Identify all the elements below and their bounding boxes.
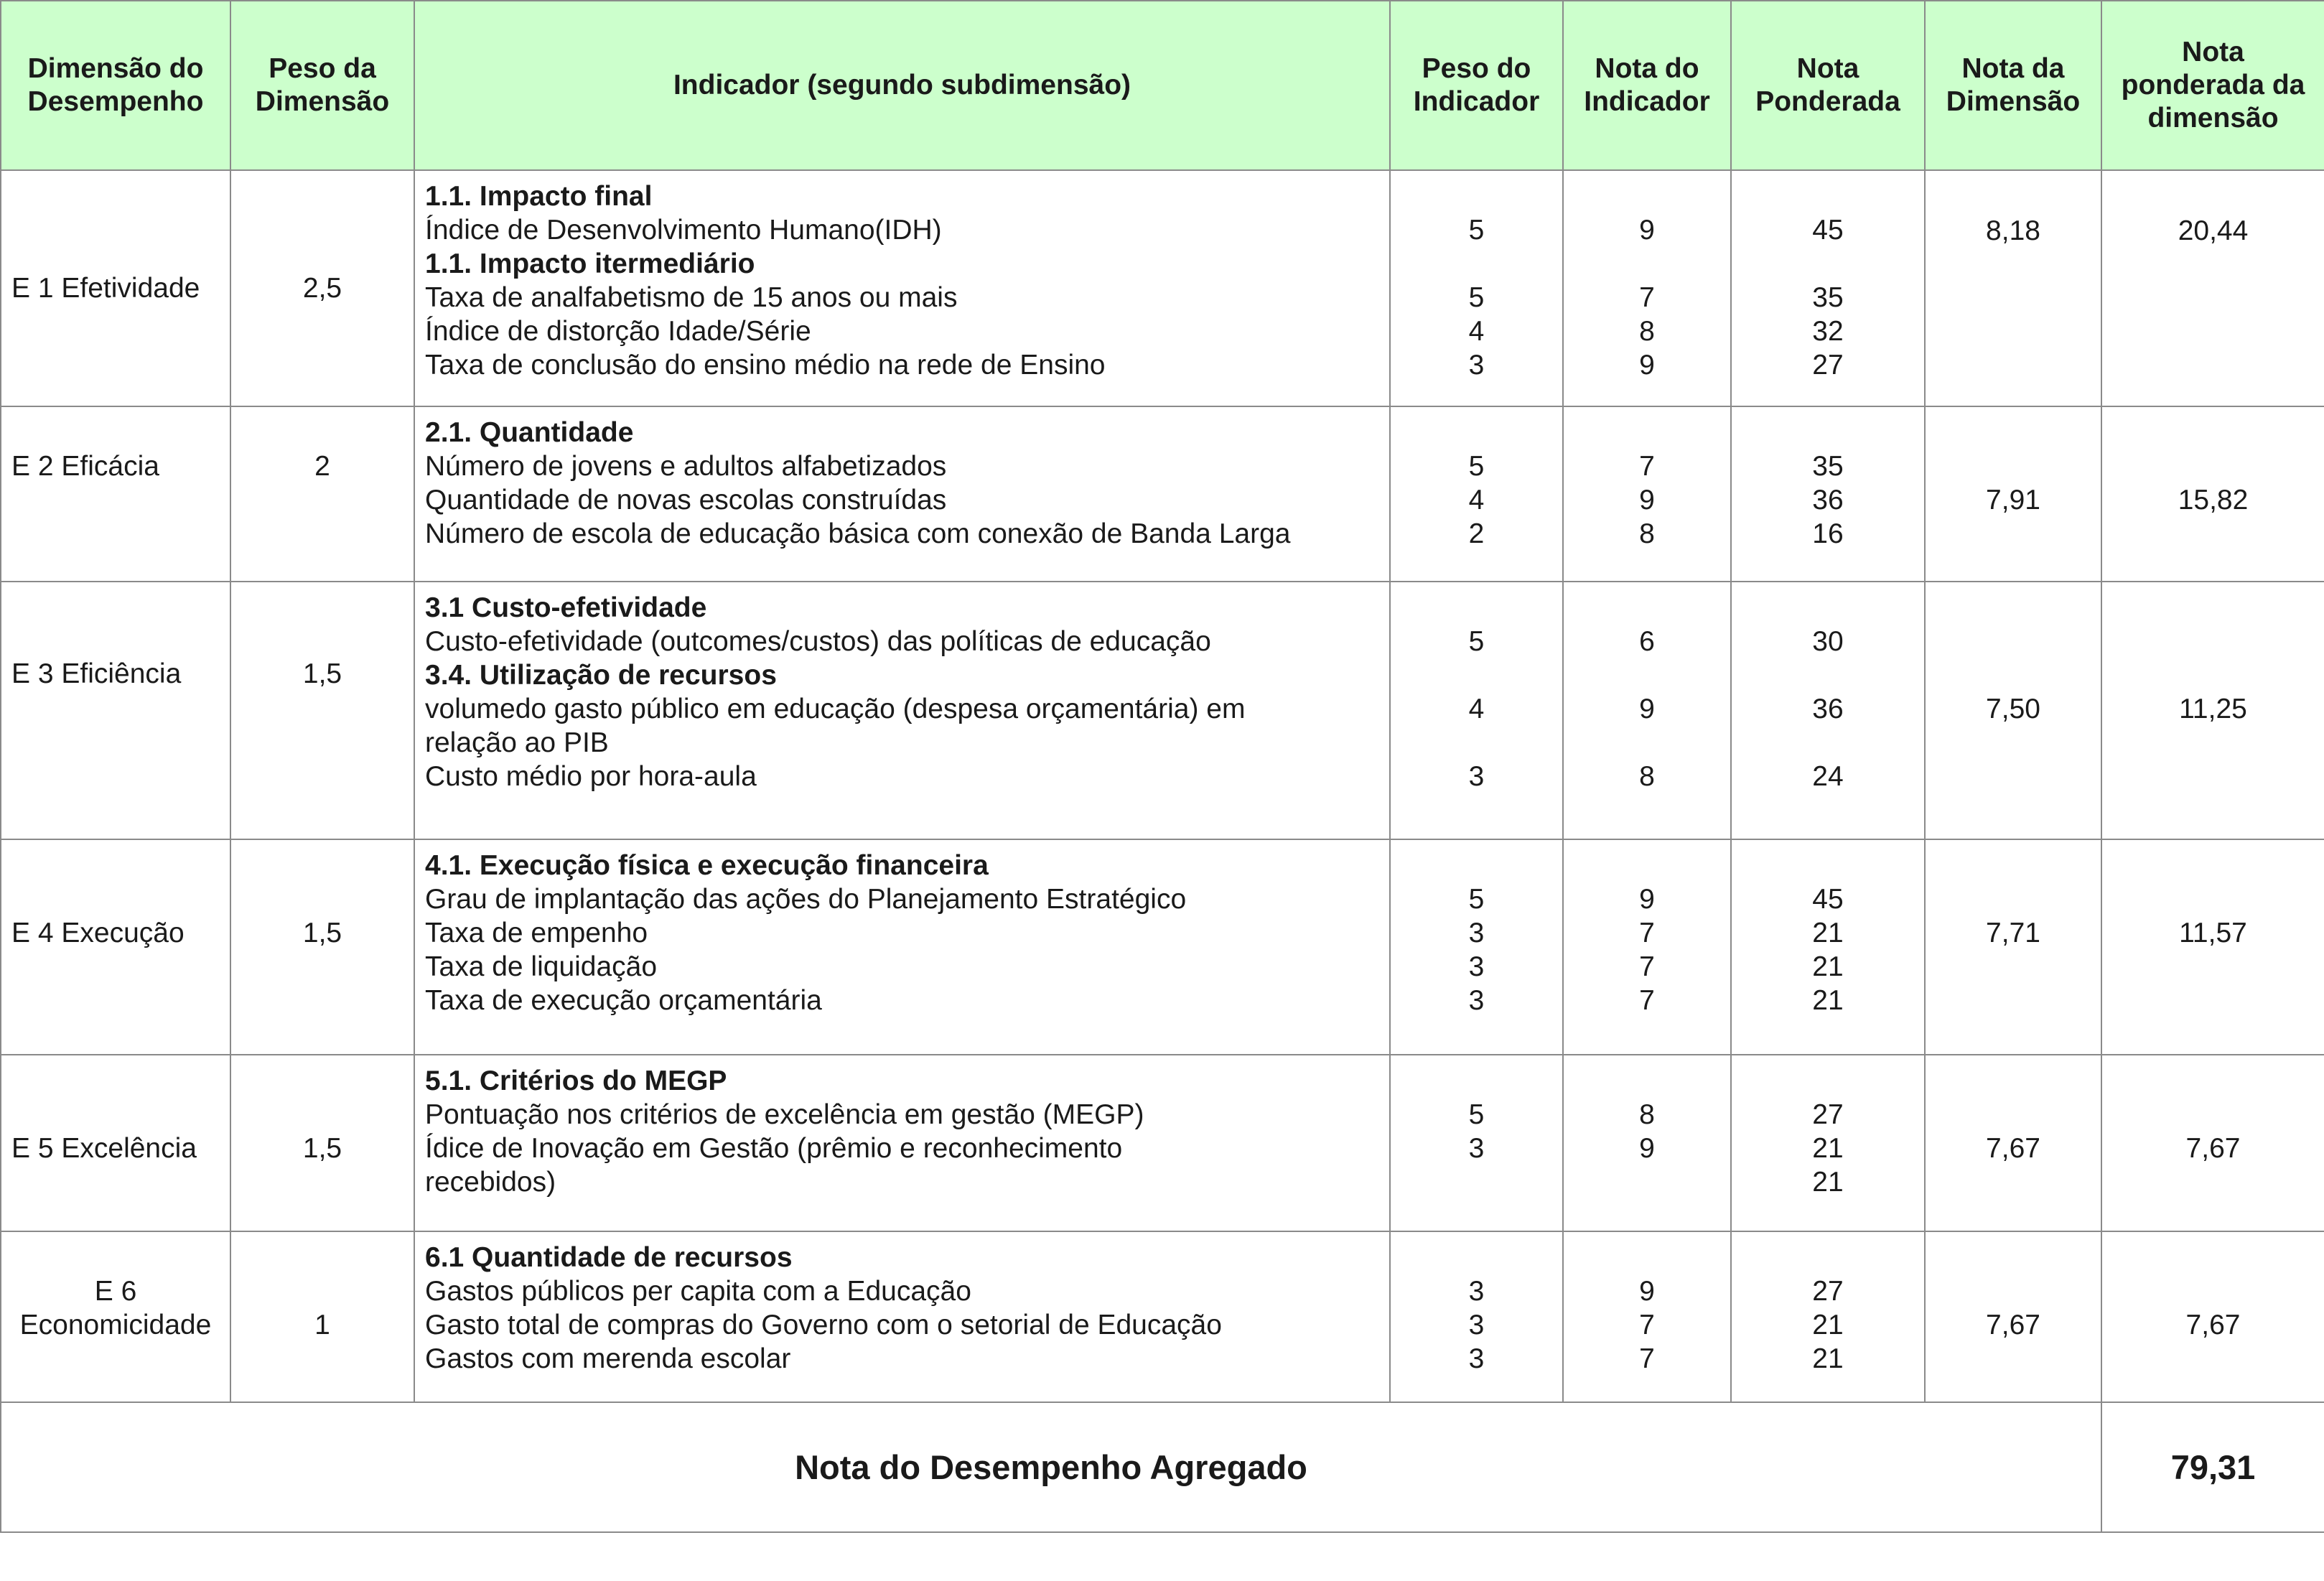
indicator-weight-cell xyxy=(1390,839,1563,1055)
indicator-score: 9 xyxy=(1639,1133,1655,1164)
indicator-cell xyxy=(414,582,1390,839)
header-indicator-weight: Peso do Indicador xyxy=(1390,1,1563,170)
header-dimension: Dimensão do Desempenho xyxy=(1,1,230,170)
indicator-score: 9 xyxy=(1639,1276,1655,1307)
indicator-weight: 3 xyxy=(1468,1343,1485,1374)
weighted-score: 21 xyxy=(1812,1343,1844,1374)
indicator-score: 7 xyxy=(1639,918,1655,948)
weighted-score: 36 xyxy=(1812,694,1844,724)
dimension-cell: E 4 Execução xyxy=(1,839,230,1055)
indicator-weight-cell xyxy=(1390,406,1563,582)
weighted-score: 35 xyxy=(1812,282,1844,313)
table-row xyxy=(1,1055,2324,1231)
indicator-name: Gastos com merenda escolar xyxy=(425,1343,791,1374)
dimension-weighted-cell: 15,82 xyxy=(2101,406,2324,582)
indicator-name: Índice de Desenvolvimento Humano(IDH) xyxy=(425,215,942,246)
dimension-cell: E 2 Eficácia xyxy=(1,406,230,582)
indicator-score: 9 xyxy=(1639,694,1655,724)
indicator-score: 7 xyxy=(1639,985,1655,1016)
indicator-weight: 3 xyxy=(1468,951,1485,982)
indicator-weight: 3 xyxy=(1468,761,1485,792)
indicator-score-cell xyxy=(1563,582,1731,839)
header-dimension-score: Nota da Dimensão xyxy=(1925,1,2101,170)
indicator-name: Taxa de conclusão do ensino médio na rede de Ensino xyxy=(425,350,1106,381)
header-dimension-weight: Peso da Dimensão xyxy=(230,1,414,170)
table-row xyxy=(1,839,2324,1055)
indicator-score: 7 xyxy=(1639,451,1655,482)
indicator-score: 9 xyxy=(1639,350,1655,381)
dimension-weighted-cell: 20,44 xyxy=(2101,170,2324,406)
weighted-score-cell xyxy=(1731,1231,1925,1402)
header-indicator-score: Nota do Indicador xyxy=(1563,1,1731,170)
subdimension-title: 2.1. Quantidade xyxy=(425,417,634,448)
dimension-weight-cell: 1,5 xyxy=(230,839,414,1055)
indicator-weight: 3 xyxy=(1468,1310,1485,1340)
weighted-score: 30 xyxy=(1812,626,1844,657)
indicator-cell xyxy=(414,1055,1390,1231)
indicator-weight: 5 xyxy=(1468,884,1485,915)
indicator-cell xyxy=(414,406,1390,582)
weighted-score: 45 xyxy=(1812,884,1844,915)
dimension-score-cell: 7,50 xyxy=(1925,582,2101,839)
indicator-weight-cell xyxy=(1390,170,1563,406)
weighted-score: 27 xyxy=(1812,1099,1844,1130)
indicator-name: volumedo gasto público em educação (despesa orçamentária) em xyxy=(425,694,1246,724)
indicator-score: 8 xyxy=(1639,518,1655,549)
indicator-weight: 5 xyxy=(1468,282,1485,313)
indicator-score: 7 xyxy=(1639,1310,1655,1340)
indicator-cell xyxy=(414,1231,1390,1402)
indicator-weight: 5 xyxy=(1468,1099,1485,1130)
header-weighted-score: Nota Ponderada xyxy=(1731,1,1925,170)
indicator-name: Índice de distorção Idade/Série xyxy=(425,316,811,347)
weighted-score: 21 xyxy=(1812,951,1844,982)
table-row xyxy=(1,170,2324,406)
indicator-name: Taxa de empenho xyxy=(425,918,648,948)
indicator-name: Taxa de liquidação xyxy=(425,951,658,982)
dimension-weight-cell: 2,5 xyxy=(230,170,414,406)
indicator-score-cell xyxy=(1563,1231,1731,1402)
indicator-weight: 4 xyxy=(1468,485,1485,516)
dimension-cell: E 3 Eficiência xyxy=(1,582,230,839)
table-row xyxy=(1,1231,2324,1402)
dimension-cell: E 6 Economicidade xyxy=(1,1231,230,1402)
dimension-weighted-cell: 7,67 xyxy=(2101,1231,2324,1402)
indicator-score: 9 xyxy=(1639,485,1655,516)
indicator-weight: 3 xyxy=(1468,1276,1485,1307)
indicator-name: Custo médio por hora-aula xyxy=(425,761,757,792)
weighted-score: 24 xyxy=(1812,761,1844,792)
indicator-name: Taxa de analfabetismo de 15 anos ou mais xyxy=(425,282,958,313)
table-row xyxy=(1,582,2324,839)
weighted-score: 36 xyxy=(1812,485,1844,516)
indicator-weight-cell xyxy=(1390,1055,1563,1231)
weighted-score: 21 xyxy=(1812,1167,1844,1198)
subdimension-title: 4.1. Execução física e execução financeira xyxy=(425,850,989,881)
indicator-name: Grau de implantação das ações do Planejamento Estratégico xyxy=(425,884,1187,915)
header-dimension-weighted: Nota ponderada da dimensão xyxy=(2101,1,2324,170)
indicator-name: Quantidade de novas escolas construídas xyxy=(425,485,947,516)
subdimension-title: 5.1. Critérios do MEGP xyxy=(425,1065,727,1096)
indicator-name: Gasto total de compras do Governo com o setorial de Educação xyxy=(425,1310,1222,1340)
indicator-name: Taxa de execução orçamentária xyxy=(425,985,822,1016)
indicator-score: 8 xyxy=(1639,761,1655,792)
dimension-weighted-cell: 7,67 xyxy=(2101,1055,2324,1231)
dimension-cell: E 1 Efetividade xyxy=(1,170,230,406)
indicator-cell xyxy=(414,839,1390,1055)
dimension-cell: E 5 Excelência xyxy=(1,1055,230,1231)
indicator-weight: 5 xyxy=(1468,451,1485,482)
dimension-weight-cell: 1,5 xyxy=(230,1055,414,1231)
dimension-weight-cell: 1,5 xyxy=(230,582,414,839)
weighted-score-cell xyxy=(1731,170,1925,406)
dimension-weight-cell: 1 xyxy=(230,1231,414,1402)
indicator-score-cell xyxy=(1563,170,1731,406)
header-row xyxy=(1,1,2324,170)
indicator-weight: 3 xyxy=(1468,985,1485,1016)
indicator-weight-cell xyxy=(1390,1231,1563,1402)
indicator-name: Número de escola de educação básica com conexão de Banda Larga xyxy=(425,518,1291,549)
indicator-score: 7 xyxy=(1639,951,1655,982)
subdimension-title: 6.1 Quantidade de recursos xyxy=(425,1242,793,1273)
indicator-score-cell xyxy=(1563,839,1731,1055)
indicator-score: 9 xyxy=(1639,884,1655,915)
subdimension-title: 1.1. Impacto itermediário xyxy=(425,248,755,279)
indicator-weight: 3 xyxy=(1468,1133,1485,1164)
indicator-cell xyxy=(414,170,1390,406)
weighted-score-cell xyxy=(1731,1055,1925,1231)
weighted-score: 27 xyxy=(1812,350,1844,381)
indicator-score: 9 xyxy=(1639,215,1655,246)
indicator-name: Pontuação nos critérios de excelência em gestão (MEGP) xyxy=(425,1099,1144,1130)
indicator-name: Ídice de Inovação em Gestão (prêmio e reconhecimento xyxy=(425,1133,1123,1164)
weighted-score-cell xyxy=(1731,406,1925,582)
weighted-score: 45 xyxy=(1812,215,1844,246)
indicator-score: 8 xyxy=(1639,1099,1655,1130)
weighted-score: 35 xyxy=(1812,451,1844,482)
indicator-score-cell xyxy=(1563,1055,1731,1231)
subdimension-title: 1.1. Impacto final xyxy=(425,181,653,212)
indicator-weight: 4 xyxy=(1468,316,1485,347)
dimension-weighted-cell: 11,25 xyxy=(2101,582,2324,839)
indicator-score: 7 xyxy=(1639,1343,1655,1374)
indicator-weight: 3 xyxy=(1468,918,1485,948)
weighted-score: 32 xyxy=(1812,316,1844,347)
weighted-score: 21 xyxy=(1812,918,1844,948)
indicator-score: 7 xyxy=(1639,282,1655,313)
weighted-score: 21 xyxy=(1812,1133,1844,1164)
weighted-score: 21 xyxy=(1812,1310,1844,1340)
indicator-weight: 3 xyxy=(1468,350,1485,381)
total-row xyxy=(1,1402,2324,1532)
indicator-name: Gastos públicos per capita com a Educação xyxy=(425,1276,971,1307)
subdimension-title: 3.1 Custo-efetividade xyxy=(425,592,707,623)
header-indicator: Indicador (segundo subdimensão) xyxy=(414,1,1390,170)
indicator-name: Custo-efetividade (outcomes/custos) das políticas de educação xyxy=(425,626,1211,657)
dimension-score-cell: 8,18 xyxy=(1925,170,2101,406)
indicator-score-cell xyxy=(1563,406,1731,582)
weighted-score: 27 xyxy=(1812,1276,1844,1307)
indicator-name: relação ao PIB xyxy=(425,727,609,758)
table-row xyxy=(1,406,2324,582)
indicator-weight-cell xyxy=(1390,582,1563,839)
dimension-weighted-cell: 11,57 xyxy=(2101,839,2324,1055)
dimension-weight-cell: 2 xyxy=(230,406,414,582)
indicator-score: 8 xyxy=(1639,316,1655,347)
total-label: Nota do Desempenho Agregado xyxy=(1,1402,2101,1532)
total-value: 79,31 xyxy=(2101,1402,2324,1532)
indicator-name: Número de jovens e adultos alfabetizados xyxy=(425,451,947,482)
indicator-weight: 4 xyxy=(1468,694,1485,724)
indicator-weight: 5 xyxy=(1468,215,1485,246)
dimension-score-cell: 7,67 xyxy=(1925,1055,2101,1231)
dimension-score-cell: 7,91 xyxy=(1925,406,2101,582)
weighted-score-cell xyxy=(1731,582,1925,839)
weighted-score: 16 xyxy=(1812,518,1844,549)
indicator-score: 6 xyxy=(1639,626,1655,657)
subdimension-title: 3.4. Utilização de recursos xyxy=(425,660,777,691)
dimension-score-cell: 7,67 xyxy=(1925,1231,2101,1402)
indicator-name: recebidos) xyxy=(425,1167,556,1198)
weighted-score-cell xyxy=(1731,839,1925,1055)
dimension-score-cell: 7,71 xyxy=(1925,839,2101,1055)
indicator-weight: 2 xyxy=(1468,518,1485,549)
indicator-weight: 5 xyxy=(1468,626,1485,657)
weighted-score: 21 xyxy=(1812,985,1844,1016)
